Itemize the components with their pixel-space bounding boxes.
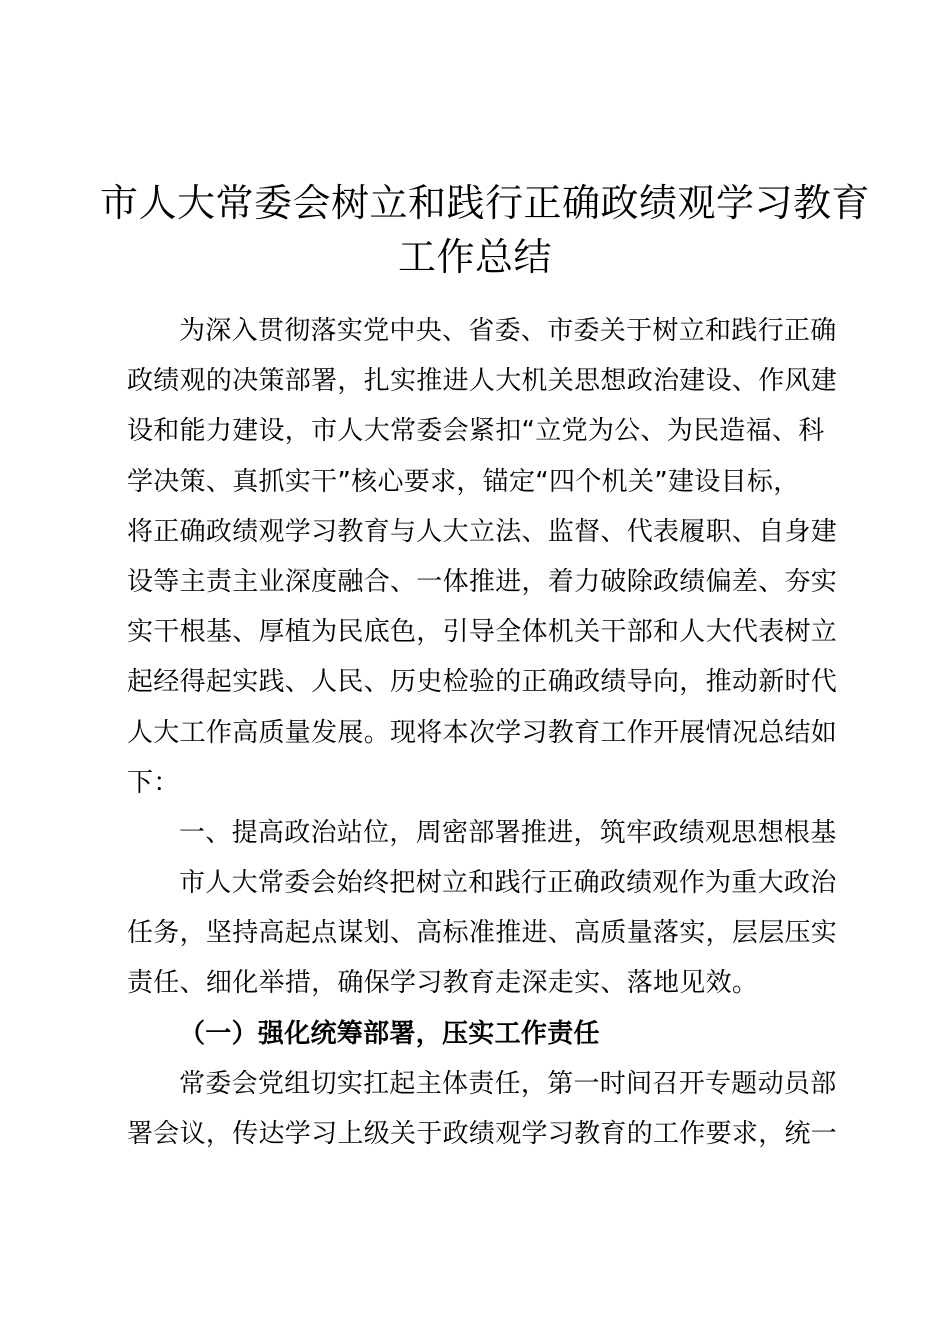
section-paragraph-line: 市人大常委会始终把树立和践行正确政绩观作为重大政治 (179, 868, 837, 899)
section-heading-1: 一、提高政治站位，周密部署推进，筑牢政绩观思想根基 (179, 817, 837, 848)
intro-paragraph-line: 起经得起实践、人民、历史检验的正确政绩导向，推动新时代 (127, 667, 838, 698)
intro-paragraph-line: 为深入贯彻落实党中央、省委、市委关于树立和践行正确 (179, 316, 837, 346)
section-paragraph-line: 责任、细化举措，确保学习教育走深走实、落地见效。 (127, 968, 759, 999)
intro-paragraph-line: 政绩观的决策部署，扎实推进人大机关思想政治建设、作风建 (127, 366, 838, 397)
intro-paragraph-line: 设等主责主业深度融合、一体推进，着力破除政绩偏差、夯实 (127, 566, 838, 597)
intro-paragraph-line: 人大工作高质量发展。现将本次学习教育工作开展情况总结如 (127, 717, 838, 748)
document-body (127, 306, 838, 1159)
document-title (100, 176, 871, 284)
intro-paragraph-line: 设和能力建设，市人大常委会紧扣“立党为公、为民造福、科 (127, 416, 825, 447)
subsection-heading-1: （一）强化统筹部署，压实工作责任 (179, 1018, 600, 1049)
subsection-paragraph-line: 常委会党组切实扛起主体责任，第一时间召开专题动员部 (179, 1068, 837, 1099)
intro-paragraph-line: 将正确政绩观学习教育与人大立法、监督、代表履职、自身建 (127, 516, 838, 547)
subsection-paragraph-line: 署会议，传达学习上级关于政绩观学习教育的工作要求，统一 (127, 1119, 838, 1149)
title-line-1: 市人大常委会树立和践行正确政绩观学习教育 (100, 181, 871, 225)
intro-paragraph-line: 实干根基、厚植为民底色，引导全体机关干部和人大代表树立 (127, 617, 838, 648)
title-line-2: 工作总结 (397, 235, 552, 279)
section-paragraph-line: 任务，坚持高起点谋划、高标准推进、高质量落实，层层压实 (127, 918, 838, 949)
intro-paragraph-line: 学决策、真抓实干”核心要求，锚定“四个机关”建设目标， (127, 466, 800, 497)
intro-paragraph-line: 下： (127, 767, 180, 798)
